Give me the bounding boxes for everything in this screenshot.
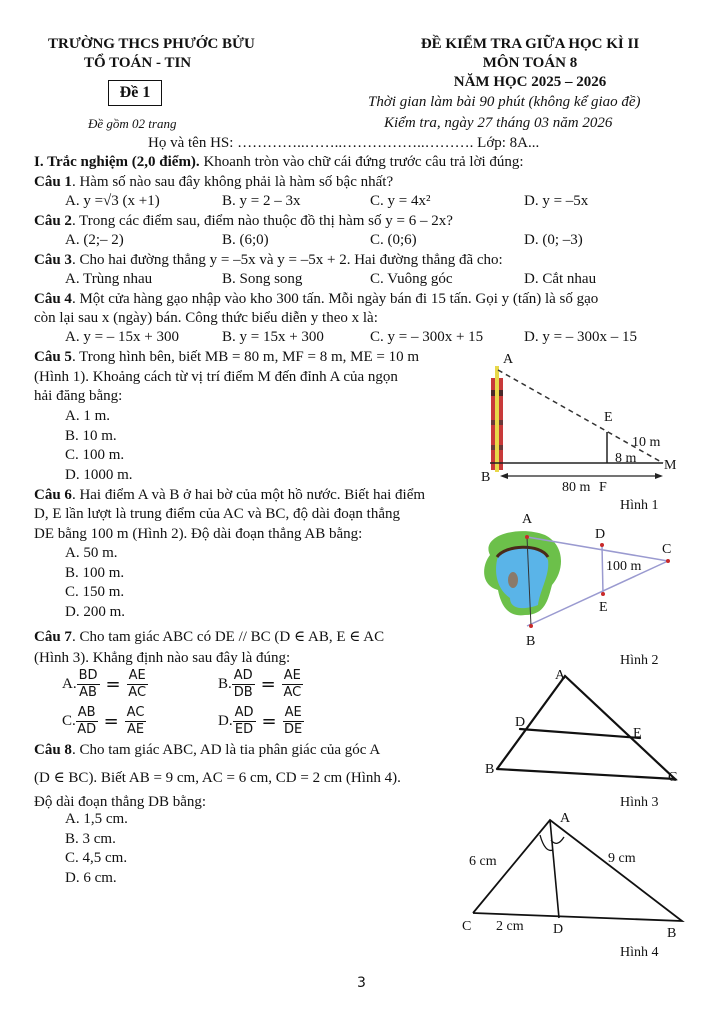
label-c: C xyxy=(462,919,472,934)
fraction: $\frac{BD}{AB}$ xyxy=(78,668,98,700)
option-b[interactable]: B. (6;0) xyxy=(222,232,269,248)
label-b: B xyxy=(481,470,491,485)
option-letter: A. xyxy=(62,675,77,692)
label-cd: 2 cm xyxy=(496,919,524,934)
school-name: TRƯỜNG THCS PHƯỚC BỬU xyxy=(48,36,255,52)
time-allowed: Thời gian làm bài 90 phút (không kể giao đề) xyxy=(368,94,641,110)
label-d: D xyxy=(595,527,606,542)
label-c: C xyxy=(662,542,672,557)
section-title: I. Trắc nghiệm (2,0 điểm). xyxy=(34,154,200,170)
option-b[interactable]: B. 100 m. xyxy=(65,565,125,581)
figure-2-caption: Hình 2 xyxy=(620,653,659,668)
label-d: D xyxy=(515,715,526,730)
label-m: M xyxy=(664,458,677,473)
option-d[interactable]: D. 1000 m. xyxy=(65,467,133,483)
question-text-cont: D, E lần lượt là trung điểm của AC và BC, độ dài đoạn thẳng xyxy=(34,506,400,522)
question-text: . Cho tam giác ABC, AD là tia phân giác của góc A xyxy=(71,742,381,758)
option-b[interactable]: B. Song song xyxy=(222,271,303,287)
figure-1-lighthouse xyxy=(481,352,677,513)
label-mf: 8 m xyxy=(615,451,637,466)
option-a[interactable]: A. Trùng nhau xyxy=(65,271,153,287)
figure-1-caption: Hình 1 xyxy=(620,498,659,513)
question-label: Câu 5 xyxy=(34,349,72,365)
label-ac: 6 cm xyxy=(469,854,497,869)
department: TỔ TOÁN - TIN xyxy=(84,55,192,71)
equals-sign: = xyxy=(261,711,277,732)
question-label: Câu 8 xyxy=(34,742,72,758)
label-b: B xyxy=(526,634,536,649)
equals-sign: = xyxy=(103,711,119,732)
section-instruction: Khoanh tròn vào chữ cái đứng trước câu trả lời đúng: xyxy=(199,154,524,170)
option-c[interactable]: C. (0;6) xyxy=(370,232,417,248)
option-c[interactable]: C. Vuông góc xyxy=(370,271,453,287)
option-d[interactable]: D. 200 m. xyxy=(65,604,125,620)
option-b[interactable]: B. 10 m. xyxy=(65,428,117,444)
label-e: E xyxy=(604,410,613,425)
fraction: $\frac{AE}{DE}$ xyxy=(284,705,303,737)
label-a: A xyxy=(560,811,571,826)
question-text-cont: còn lại sau x (ngày) bán. Công thức biểu diễn y theo x là: xyxy=(34,310,378,326)
question-label: Câu 2 xyxy=(34,213,72,229)
label-mb: 80 m xyxy=(562,480,591,495)
option-d[interactable]: D. 6 cm. xyxy=(65,870,117,886)
fraction: $\frac{AD}{ED}$ xyxy=(234,705,254,737)
question-text: . Trong hình bên, biết MB = 80 m, MF = 8 m, ME = 10 m xyxy=(71,349,420,365)
question-label: Câu 1 xyxy=(34,174,72,190)
student-info-line: Họ và tên HS: …………..……..……………..………. Lớp: 8A... xyxy=(148,135,540,151)
label-b: B xyxy=(667,926,677,941)
option-c[interactable]: C. 4,5 cm. xyxy=(65,850,128,866)
option-a[interactable]: A. 1 m. xyxy=(65,408,110,424)
figure-2-pond xyxy=(484,512,671,668)
option-d[interactable]: D. y = – 300x – 15 xyxy=(524,329,638,345)
option-letter: C. xyxy=(62,712,76,729)
school-year: NĂM HỌC 2025 – 2026 xyxy=(453,74,607,90)
label-b: B xyxy=(485,762,495,777)
option-c[interactable]: C. y = 4x² xyxy=(370,193,431,209)
label-ab: 9 cm xyxy=(608,851,636,866)
label-de: 100 m xyxy=(606,559,642,574)
equals-sign: = xyxy=(105,674,121,695)
question-text: . Trong các điểm sau, điểm nào thuộc đồ thị hàm số y = 6 – 2x? xyxy=(71,213,453,229)
fraction: $\frac{AB}{AD}$ xyxy=(77,705,97,737)
question-text-cont: (D ∈ BC). Biết AB = 9 cm, AC = 6 cm, CD = 2 cm (Hình 4). xyxy=(34,770,401,786)
option-a[interactable]: A. y = – 15x + 300 xyxy=(65,329,180,345)
label-e: E xyxy=(633,726,642,741)
option-d[interactable]: D. Cắt nhau xyxy=(524,271,597,287)
option-b[interactable]: B. y = 15x + 300 xyxy=(222,329,324,345)
bisector-ad xyxy=(550,820,559,918)
exam-title: ĐỀ KIỂM TRA GIỮA HỌC KÌ II xyxy=(420,36,640,52)
option-d[interactable]: D. (0; –3) xyxy=(524,232,583,248)
question-text-cont: hải đăng bằng: xyxy=(34,388,123,404)
question-text: . Hàm số nào sau đây không phải là hàm số bậc nhất? xyxy=(71,174,394,190)
question-label: Câu 4 xyxy=(34,291,72,307)
option-c[interactable]: C. y = – 300x + 15 xyxy=(370,329,484,345)
question-text: . Một cửa hàng gạo nhập vào kho 300 tấn. Mỗi ngày bán đi 15 tấn. Gọi y (tấn) là số gạo xyxy=(71,291,599,307)
question-text: . Cho hai đường thẳng y = –5x và y = –5x + 2. Hai đường thẳng đã cho: xyxy=(71,252,503,268)
option-a[interactable]: A. y =√3 (x +1) xyxy=(65,193,160,209)
label-c: C xyxy=(668,770,678,785)
option-b[interactable]: B. y = 2 – 3x xyxy=(222,193,301,209)
equals-sign: = xyxy=(260,674,276,695)
figure-3-triangle xyxy=(485,668,677,810)
option-c[interactable]: C. 150 m. xyxy=(65,584,125,600)
figure-3-caption: Hình 3 xyxy=(620,795,659,810)
option-a[interactable]: A. (2;– 2) xyxy=(65,232,124,248)
segment-de xyxy=(602,545,603,594)
fraction: $\frac{AE}{AC}$ xyxy=(128,668,147,700)
page-number: 3 xyxy=(357,975,366,991)
subject: MÔN TOÁN 8 xyxy=(482,55,578,71)
question-text: . Cho tam giác ABC có DE // BC (D ∈ AB, E ∈ AC xyxy=(71,629,385,645)
option-letter: D. xyxy=(218,712,233,729)
fraction: $\frac{AC}{AE}$ xyxy=(126,705,145,737)
option-b[interactable]: B. 3 cm. xyxy=(65,831,116,847)
figure-4-triangle xyxy=(462,811,682,960)
option-a[interactable]: A. 50 m. xyxy=(65,545,118,561)
question-text: . Hai điểm A và B ở hai bờ của một hồ nước. Biết hai điểm xyxy=(71,487,426,503)
label-a: A xyxy=(555,668,566,683)
exam-code-box: Đề 1 xyxy=(108,80,162,106)
question-text-cont: Độ dài đoạn thẳng DB bằng: xyxy=(34,794,207,810)
question-text-cont: (Hình 3). Khẳng định nào sau đây là đúng: xyxy=(34,650,291,666)
label-a: A xyxy=(503,352,514,367)
question-text-cont: DE bằng 100 m (Hình 2). Độ dài đoạn thẳng AB bằng: xyxy=(34,526,363,542)
question-label: Câu 6 xyxy=(34,487,72,503)
question-label: Câu 3 xyxy=(34,252,72,268)
label-me: 10 m xyxy=(632,435,661,450)
option-letter: B. xyxy=(218,675,232,692)
pages-note: Đề gồm 02 trang xyxy=(88,116,177,131)
question-label: Câu 7 xyxy=(34,629,72,645)
label-e: E xyxy=(599,600,608,615)
label-f: F xyxy=(599,480,607,495)
figure-4-caption: Hình 4 xyxy=(620,945,659,960)
option-c[interactable]: C. 100 m. xyxy=(65,447,125,463)
option-d[interactable]: D. y = –5x xyxy=(524,193,589,209)
question-text-cont: (Hình 1). Khoảng cách từ vị trí điểm M đến đỉnh A của ngọn xyxy=(34,369,398,385)
fraction: $\frac{AE}{AC}$ xyxy=(283,668,302,700)
exam-date: Kiểm tra, ngày 27 tháng 03 năm 2026 xyxy=(384,115,613,131)
label-d: D xyxy=(553,922,564,937)
label-a: A xyxy=(522,512,533,527)
option-a[interactable]: A. 1,5 cm. xyxy=(65,811,128,827)
fraction: $\frac{AD}{DB}$ xyxy=(233,668,253,700)
